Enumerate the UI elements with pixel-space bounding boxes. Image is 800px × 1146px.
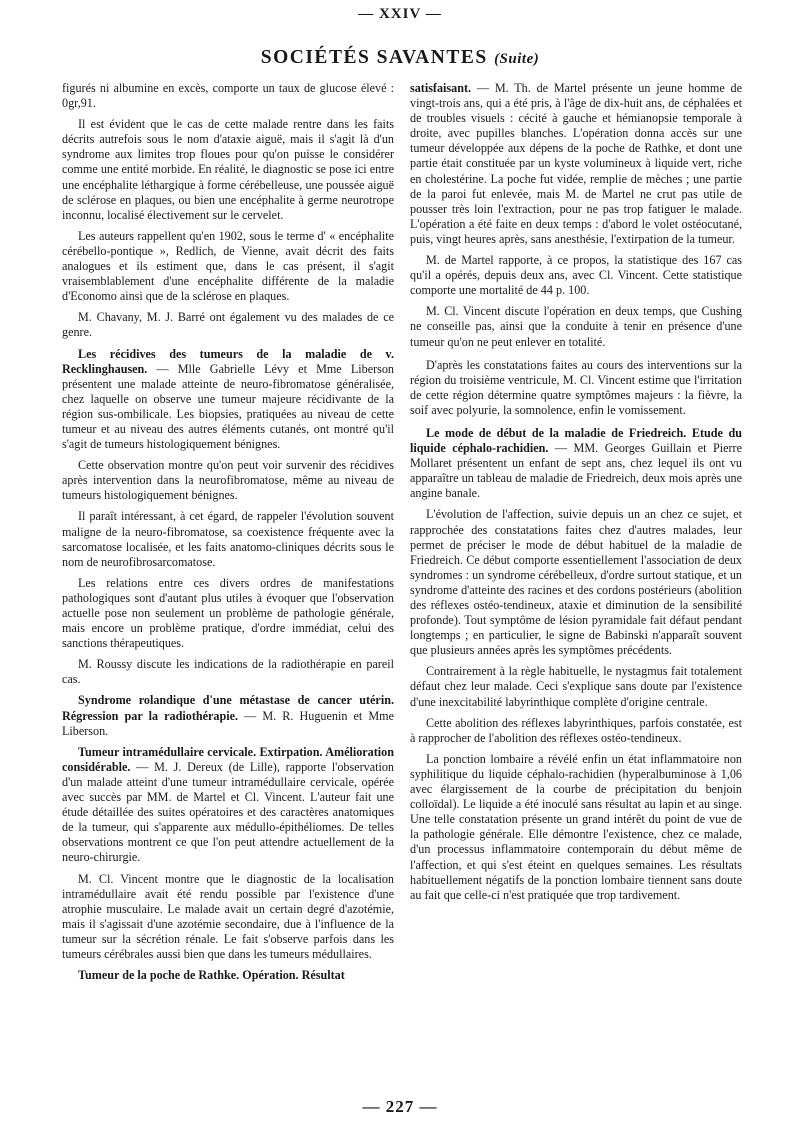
- paragraph: Il paraît intéressant, à cet égard, de rappeler l'évolution souvent maligne de la neuro-fibromatose, sa coexistence fréquente avec la sarcomatose localisée, et les faits anatomo-cliniques décrits sous le nom de neurofibrosarcomatose.: [62, 509, 394, 569]
- report-entry: satisfaisant. — M. Th. de Martel présente un jeune homme de vingt-trois ans, qui a été pris, à l'âge de dix-huit ans, de céphalées et de troubles visuels : cécité à gauche et hémianopsie temporale à droite, avec pupilles blanches. L'opération donna accès sur une tumeur développée aux dépens de la poche de Rathke, et dont une partie était constituée par un kyste volumineux à liquide vert, riche en cholestérine. La poche fut vidée, remplie de mèches ; une partie de la paroi fut enlevée, mais M. de Martel ne crut pas utile de pousser très loin l'extraction, pour ne pas trop fatiguer le malade. L'opération a été faite en deux temps : d'abord le volet ostéocutané, puis, vingt heures après, sans anesthésie, l'extirpation de la tumeur.: [410, 81, 742, 246]
- report-title: Syndrome rolandique d'une métastase de cancer utérin. Régression par la radiothérapie.: [62, 693, 394, 723]
- paragraph: L'évolution de l'affection, suivie depuis un an chez ce sujet, et rapprochée des constatations faites chez d'autres malades, leur permet de préciser le mode de début habituel de la maladie de Friedreich. Ce début comporte essentiellement l'association de deux syndromes : un syndrome cérébelleux, d'ordre surtout statique, et un syndrome d'atteinte des racines et des cordons postérieurs (abolition des réflexes ostéo-tendineux, ataxie et diminution de la sensibilité profonde). Tout symptôme de lésion pyramidale fait défaut pendant longtemps ; en particulier, le signe de Babinski n'apparaît souvent que plusieurs années après les symptômes précédents.: [410, 507, 742, 658]
- paragraph: La ponction lombaire a révélé enfin un état inflammatoire non syphilitique du liquide céphalo-rachidien (hyperalbuminose à 1,06 avec élargissement de la courbe de précipitation du benjoin colloïdal). Le liquide a été inoculé sans résultat au lapin et au singe. Une telle constatation présente un grand intérêt du point de vue de la pathologie générale. Elle démontre l'existence, chez ce malade, d'un processus inflammatoire contemporain du début même de l'affection, et qui s'est éteint en quelques semaines. Les résultats habituellement négatifs de la ponction lombaire tiennent sans doute au fait que celle-ci n'est pratiquée que trop tardivement.: [410, 751, 742, 902]
- report-entry: Tumeur intramédullaire cervicale. Extirpation. Amélioration considérable. — M. J. Dereux (de Lille), rapporte l'observation d'un malade atteint d'une tumeur intramédullaire cervicale, opérée avec succès par MM. de Martel et Cl. Vincent. L'auteur fait une étude détaillée des suites opératoires et des caractères anatomiques de la tumeur, qui s'apparente aux médullo-épithéliomes. De telles observations montrent ce que l'on peut attendre actuellement de la neuro-chirurgie.: [62, 744, 394, 865]
- report-entry: Syndrome rolandique d'une métastase de cancer utérin. Régression par la radiothérapie. — M. R. Huguenin et Mme Liberson.: [62, 693, 394, 738]
- right-column: [410, 81, 742, 909]
- paragraph: M. Cl. Vincent montre que le diagnostic de la localisation intramédullaire avait été rendu possible par l'existence d'une atrophie musculaire. Le malade avait un certain degré d'azotémie, mais il s'agissait d'une azotémie secondaire, due à l'influence de la tumeur sur la sécrétion rénale. Le fait s'observe parfois dans les tumeurs cérébrales aussi bien que dans les tumeurs médullaires.: [62, 871, 394, 961]
- report-entry: Le mode de début de la maladie de Friedreich. Etude du liquide céphalo-rachidien. — MM. Georges Guillain et Pierre Mollaret présentent un enfant de sept ans, chez lequel ils ont vu apparaître un tableau de maladie de Friedreich, deux mois après une angine banale.: [410, 425, 742, 501]
- paragraph: Cette abolition des réflexes labyrinthiques, parfois constatée, est à rapprocher de l'abolition des réflexes ostéo-tendineux.: [410, 715, 742, 745]
- roman-folio: — XXIV —: [358, 6, 442, 22]
- section-title-text: SOCIÉTÉS SAVANTES: [260, 47, 488, 68]
- paragraph: Les relations entre ces divers ordres de manifestations pathologiques sont d'autant plus utiles à évoquer que l'observation actuelle pose non seulement un problème de pathologie générale, mais encore un problème pratique, d'ordre immédiat, celui des sanctions thérapeutiques.: [62, 575, 394, 651]
- paragraph: D'après les constatations faites au cours des interventions sur la région du troisième ventricule, M. Cl. Vincent estime que l'irritation de cette région détermine quatre symptômes majeurs : la fièvre, la soif avec polyurie, la somnolence, enfin le vomissement.: [410, 357, 742, 417]
- report-title: Le mode de début de la maladie de Friedreich. Etude du liquide céphalo-rachidien.: [410, 425, 742, 456]
- report-entry: [62, 968, 394, 983]
- section-title-suffix: (Suite): [494, 51, 540, 67]
- report-entry: Les récidives des tumeurs de la maladie de v. Recklinghausen. — Mlle Gabrielle Lévy et Mme Liberson présentent une malade atteinte de neuro-fibromatose généralisée, chez laquelle on observe une tumeur majeure récidivante de la région sus-ombilicale. Les biopsies, pratiquées au niveau de cette tumeur et au niveau des autres éléments cutanés, ont montré qu'il s'agit de tumeurs histologiquement bénignes.: [62, 346, 394, 452]
- paragraph: M. Chavany, M. J. Barré ont également vu des malades de ce genre.: [62, 310, 394, 340]
- report-title: Tumeur de la poche de Rathke. Opération. Résultat: [78, 968, 345, 983]
- paragraph: figurés ni albumine en excès, comporte un taux de glucose élevé : 0gr,91.: [62, 81, 394, 111]
- paragraph: Contrairement à la règle habituelle, le nystagmus fait totalement défaut chez leur malade. Ceci s'explique sans doute par l'existence d'une inexcitabilité labyrinthique complète d'origine centrale.: [410, 664, 742, 709]
- page-number: — 227 —: [362, 1097, 438, 1116]
- paragraph: M. de Martel rapporte, à ce propos, la statistique des 167 cas qu'il a opérés, depuis deux ans, avec Cl. Vincent. Cette statistique comporte une mortalité de 44 p. 100.: [410, 253, 742, 298]
- paragraph: Les auteurs rappellent qu'en 1902, sous le terme d' « encéphalite cérébello-pontique », Redlich, de Vienne, avait décrit des faits analogues et ils estiment que, dans le cas présent, il s'agit vraisemblablement d'une encéphalite différente de la maladie d'Economo ainsi que de la sclérose en plaques.: [62, 228, 394, 304]
- paragraph: M. Cl. Vincent discute l'opération en deux temps, que Cushing ne conseille pas, ainsi que la conduite à tenir en présence d'une tumeur qu'on ne peut enlever en totalité.: [410, 304, 742, 349]
- left-column: [62, 81, 394, 985]
- report-title: satisfaisant.: [410, 81, 472, 95]
- section-title: [0, 47, 800, 69]
- paragraph: M. Roussy discute les indications de la radiothérapie en pareil cas.: [62, 657, 394, 687]
- paragraph: Il est évident que le cas de cette malade rentre dans les faits décrits autrefois sous le nom d'ataxie aiguë, mais il s'agit là d'un syndrome aux limites trop floues pour qu'on puisse le considérer comme une entité morbide. En réalité, le diagnostic se pose ici entre une encéphalite léthargique à forme cérébelleuse, une poussée aiguë de sclérose en plaques, ou bien une encéphalite à germe neurotrope inconnu, localisé électivement sur le cervelet.: [62, 117, 394, 222]
- report-title: Les récidives des tumeurs de la maladie de v. Recklinghausen.: [62, 346, 394, 376]
- paragraph: Cette observation montre qu'on peut voir survenir des récidives après intervention dans la neurofibromatose, même au niveau de tumeurs histologiquement bénignes.: [62, 458, 394, 503]
- report-title: Tumeur intramédullaire cervicale. Extirpation. Amélioration considérable.: [62, 744, 394, 774]
